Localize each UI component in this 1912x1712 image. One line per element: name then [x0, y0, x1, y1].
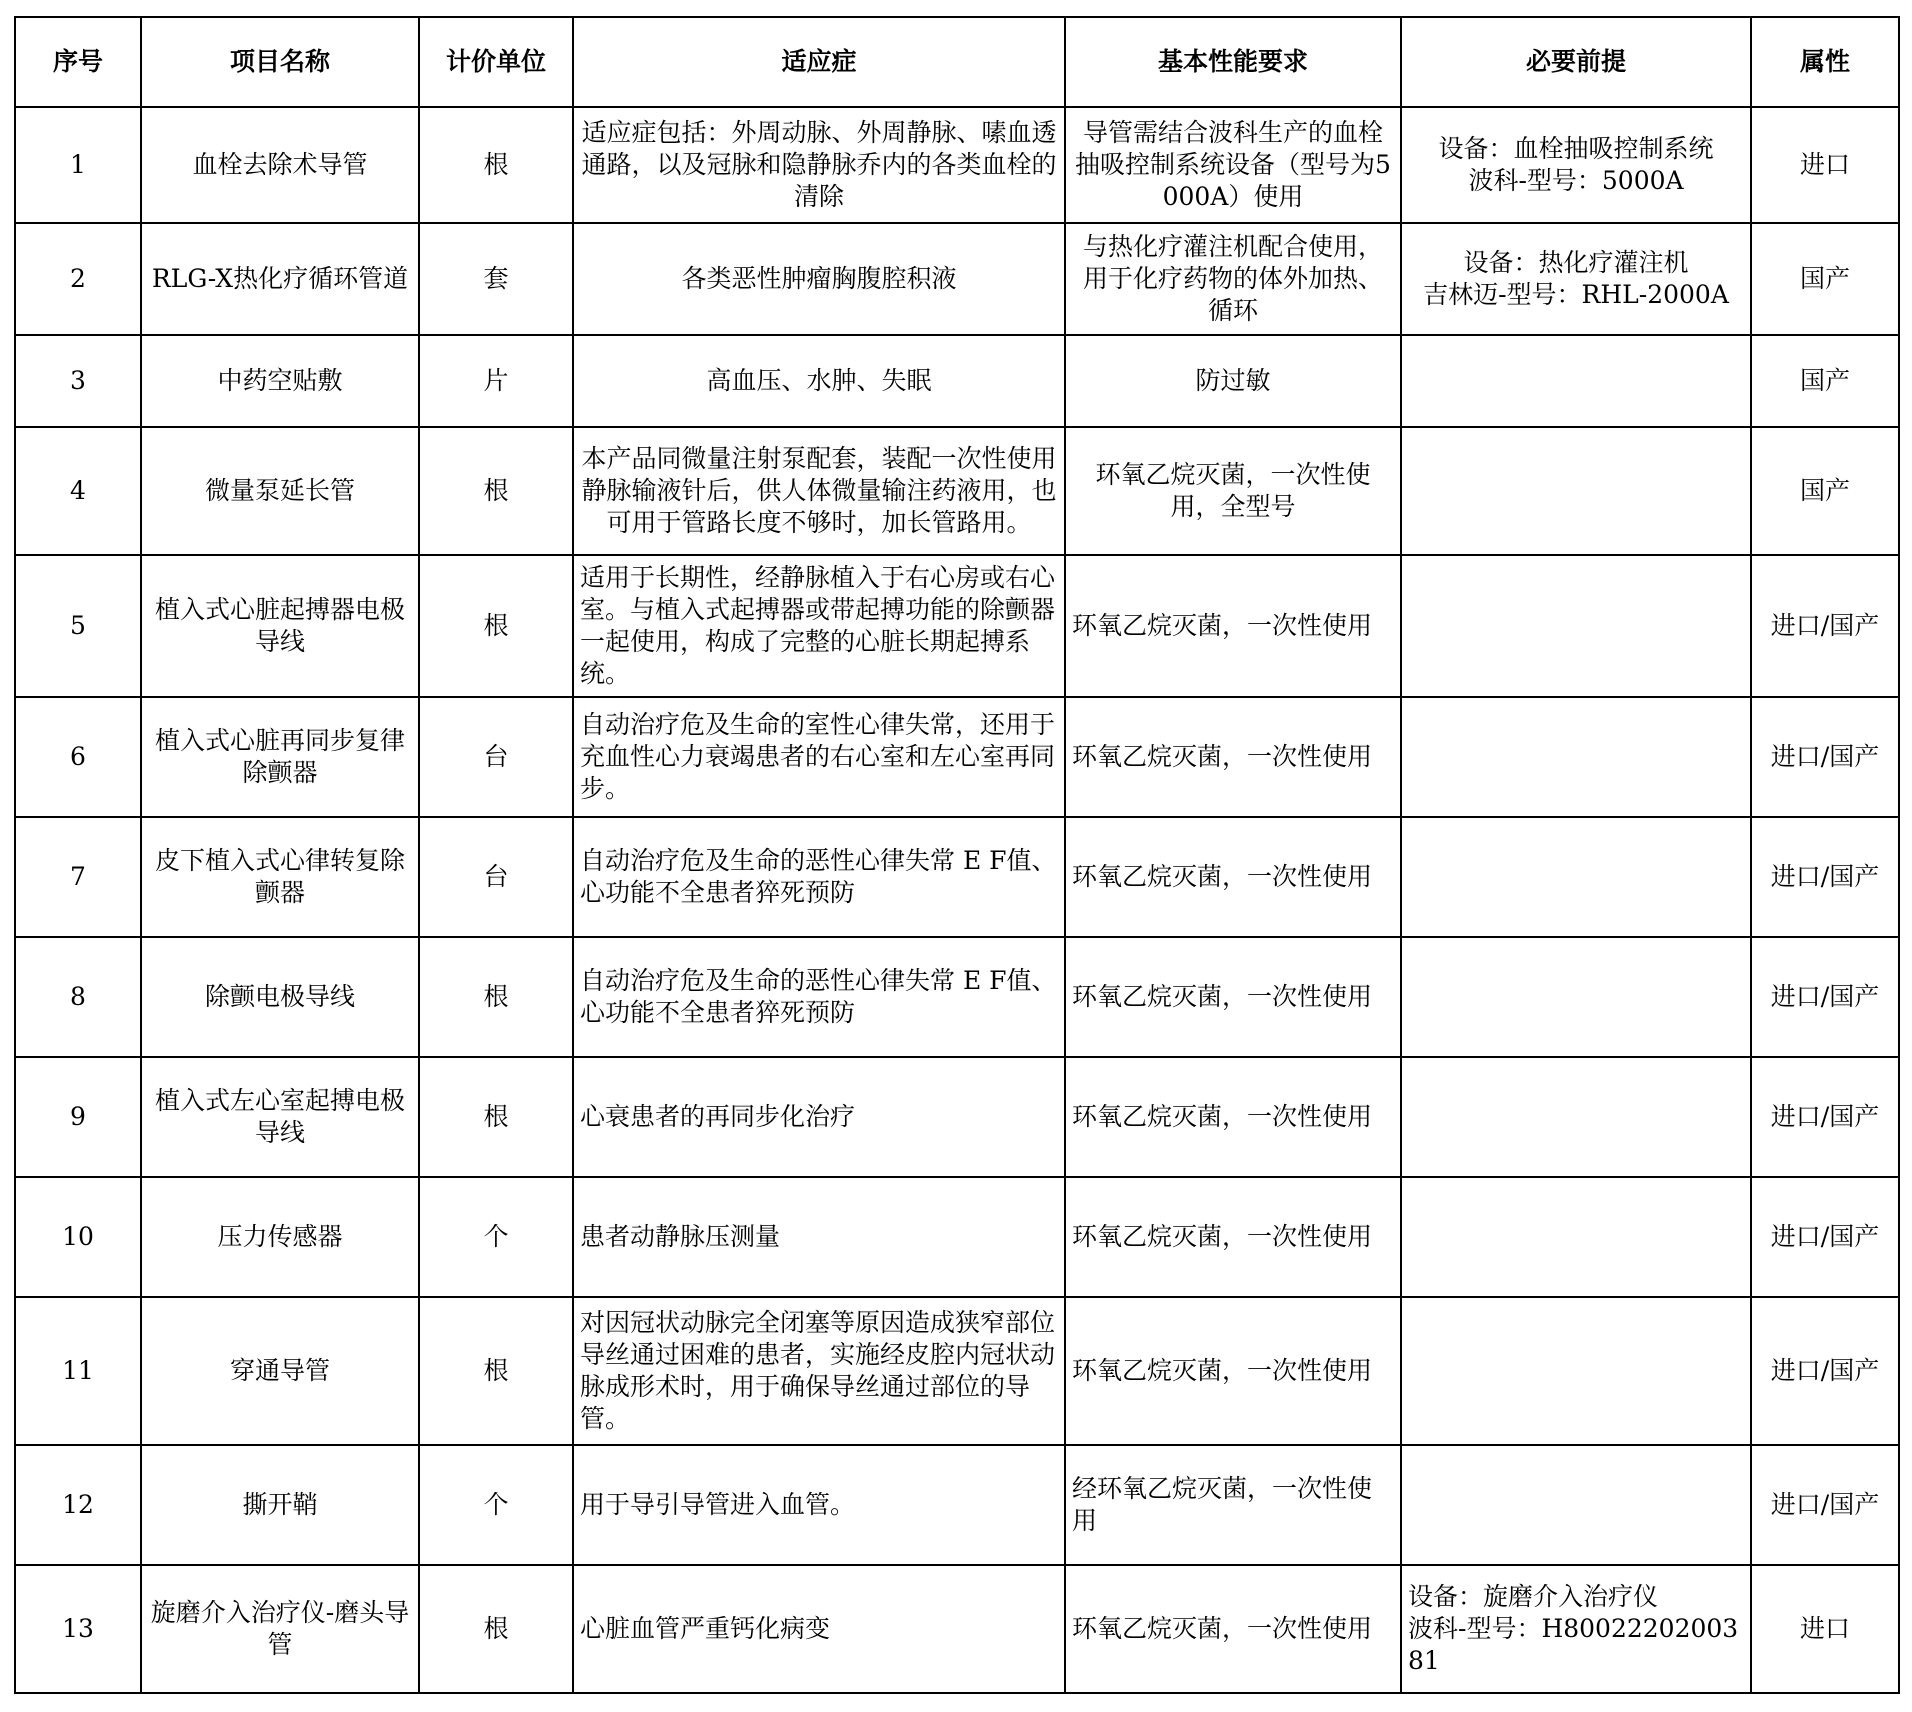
cell-unit-text: 根: [483, 611, 509, 640]
cell-prerequisite: [1401, 223, 1751, 335]
cell-name-text: 植入式左心室起搏电极导线: [154, 1086, 405, 1147]
header-no: 序号: [15, 17, 141, 107]
cell-indication: [573, 1297, 1065, 1445]
table-row: [15, 937, 1899, 1057]
cell-performance-text: 环氧乙烷灭菌，一次性使用: [1072, 611, 1373, 640]
cell-name: [141, 107, 419, 223]
cell-attribute: [1751, 1445, 1899, 1565]
cell-unit: [419, 1445, 573, 1565]
cell-no: [15, 223, 141, 335]
cell-unit-text: 根: [483, 1102, 509, 1131]
cell-no-text: 11: [62, 1356, 94, 1385]
header-indication: 适应症: [573, 17, 1065, 107]
cell-no: [15, 427, 141, 555]
cell-indication-text: 心脏血管严重钙化病变: [580, 1614, 831, 1643]
cell-performance-text: 环氧乙烷灭菌，一次性使用: [1072, 862, 1373, 891]
cell-attribute-text: 进口/国产: [1770, 862, 1880, 891]
cell-performance: [1065, 937, 1401, 1057]
cell-indication-text: 适应症包括：外周动脉、外周静脉、嗉血透通路，以及冠脉和隐静脉乔内的各类血栓的清除: [581, 118, 1057, 211]
cell-no: [15, 1057, 141, 1177]
table-row: [15, 1177, 1899, 1297]
cell-prerequisite: [1401, 1297, 1751, 1445]
cell-unit: [419, 1297, 573, 1445]
cell-no: [15, 937, 141, 1057]
cell-indication: [573, 427, 1065, 555]
cell-name-text: 皮下植入式心律转复除颤器: [154, 846, 405, 907]
cell-performance: [1065, 555, 1401, 697]
cell-attribute: [1751, 1057, 1899, 1177]
cell-indication: [573, 1565, 1065, 1693]
header-prerequisite: 必要前提: [1401, 17, 1751, 107]
cell-unit: [419, 555, 573, 697]
cell-name-text: 血栓去除术导管: [192, 150, 368, 179]
cell-unit: [419, 335, 573, 427]
cell-prerequisite: [1401, 427, 1751, 555]
cell-indication: [573, 223, 1065, 335]
cell-performance: [1065, 1177, 1401, 1297]
cell-attribute: [1751, 427, 1899, 555]
cell-attribute: [1751, 1565, 1899, 1693]
product-table: [14, 16, 1900, 1694]
cell-attribute-text: 进口/国产: [1770, 1222, 1880, 1251]
cell-prerequisite-text: 设备：旋磨介入治疗仪 波科-型号：H8002220200381: [1408, 1582, 1739, 1675]
header-row: [15, 17, 1899, 107]
cell-indication: [573, 107, 1065, 223]
cell-unit: [419, 1177, 573, 1297]
cell-no-text: 12: [62, 1490, 94, 1519]
cell-name: [141, 697, 419, 817]
cell-name-text: 植入式心脏起搏器电极导线: [154, 595, 405, 656]
cell-attribute-text: 国产: [1799, 366, 1850, 395]
cell-unit-text: 台: [483, 862, 509, 891]
cell-indication-text: 各类恶性肿瘤胸腹腔积液: [681, 264, 957, 293]
cell-no: [15, 335, 141, 427]
cell-attribute: [1751, 335, 1899, 427]
cell-name: [141, 1057, 419, 1177]
cell-unit: [419, 817, 573, 937]
cell-no: [15, 1445, 141, 1565]
cell-name: [141, 817, 419, 937]
table-row: [15, 817, 1899, 937]
cell-attribute: [1751, 937, 1899, 1057]
cell-no: [15, 1297, 141, 1445]
cell-indication: [573, 555, 1065, 697]
cell-unit-text: 台: [483, 742, 509, 771]
cell-attribute-text: 进口/国产: [1770, 1490, 1880, 1519]
cell-no-text: 4: [70, 476, 86, 505]
cell-performance: [1065, 107, 1401, 223]
cell-no-text: 5: [70, 611, 86, 640]
cell-prerequisite-text: 设备：血栓抽吸控制系统 波科-型号：5000A: [1438, 134, 1714, 195]
cell-performance-text: 导管需结合波科生产的血栓抽吸控制系统设备（型号为5000A）使用: [1075, 118, 1391, 211]
cell-performance: [1065, 1297, 1401, 1445]
cell-attribute-text: 国产: [1799, 264, 1850, 293]
table-row: [15, 223, 1899, 335]
cell-indication: [573, 937, 1065, 1057]
cell-no: [15, 697, 141, 817]
table-row: [15, 1565, 1899, 1693]
cell-indication-text: 患者动静脉压测量: [580, 1222, 781, 1251]
cell-prerequisite: [1401, 697, 1751, 817]
table-container: [14, 16, 1900, 1694]
cell-indication: [573, 335, 1065, 427]
cell-performance: [1065, 223, 1401, 335]
cell-unit: [419, 937, 573, 1057]
cell-no-text: 10: [62, 1222, 94, 1251]
header-unit: 计价单位: [419, 17, 573, 107]
table-row: [15, 1445, 1899, 1565]
cell-indication: [573, 697, 1065, 817]
table-row: [15, 1297, 1899, 1445]
cell-prerequisite: [1401, 555, 1751, 697]
cell-no-text: 1: [70, 150, 86, 179]
cell-performance: [1065, 1565, 1401, 1693]
cell-performance-text: 经环氧乙烷灭菌，一次性使用: [1072, 1474, 1373, 1535]
cell-attribute-text: 进口/国产: [1770, 982, 1880, 1011]
cell-indication-text: 适用于长期性，经静脉植入于右心房或右心室。与植入式起搏器或带起搏功能的除颤器一起使用，构成了完整的心脏长期起搏系统。: [580, 563, 1056, 688]
cell-name: [141, 555, 419, 697]
cell-indication-text: 自动治疗危及生命的室性心律失常，还用于充血性心力衰竭患者的右心室和左心室再同步。: [580, 710, 1056, 803]
cell-attribute: [1751, 1177, 1899, 1297]
cell-prerequisite: [1401, 1565, 1751, 1693]
cell-performance-text: 环氧乙烷灭菌，一次性使用: [1072, 742, 1373, 771]
cell-prerequisite: [1401, 107, 1751, 223]
cell-no-text: 13: [62, 1614, 94, 1643]
cell-performance: [1065, 1057, 1401, 1177]
cell-performance-text: 环氧乙烷灭菌，一次性使用，全型号: [1095, 460, 1371, 521]
cell-performance-text: 防过敏: [1195, 366, 1271, 395]
cell-indication-text: 用于导引导管进入血管。: [580, 1490, 856, 1519]
cell-unit-text: 根: [483, 1356, 509, 1385]
cell-name-text: RLG-X热化疗循环管道: [151, 264, 409, 293]
cell-unit-text: 根: [483, 982, 509, 1011]
cell-name-text: 旋磨介入治疗仪-磨头导管: [150, 1598, 410, 1659]
cell-indication: [573, 1445, 1065, 1565]
cell-indication-text: 自动治疗危及生命的恶性心律失常 E F值、心功能不全患者猝死预防: [580, 846, 1057, 907]
cell-attribute: [1751, 555, 1899, 697]
cell-prerequisite: [1401, 1057, 1751, 1177]
cell-attribute-text: 进口: [1799, 150, 1850, 179]
cell-no: [15, 555, 141, 697]
cell-attribute: [1751, 107, 1899, 223]
cell-attribute-text: 进口/国产: [1770, 611, 1880, 640]
cell-unit: [419, 1565, 573, 1693]
header-name: 项目名称: [141, 17, 419, 107]
cell-name: [141, 1177, 419, 1297]
cell-attribute-text: 进口: [1799, 1614, 1850, 1643]
cell-unit: [419, 697, 573, 817]
table-row: [15, 427, 1899, 555]
cell-name: [141, 223, 419, 335]
cell-name-text: 除颤电极导线: [204, 982, 355, 1011]
table-row: [15, 555, 1899, 697]
table-row: [15, 107, 1899, 223]
header-attribute: 属性: [1751, 17, 1899, 107]
cell-no-text: 8: [70, 982, 86, 1011]
cell-name: [141, 1565, 419, 1693]
header-performance: 基本性能要求: [1065, 17, 1401, 107]
cell-no-text: 3: [70, 366, 86, 395]
cell-name-text: 中药空贴敷: [217, 366, 343, 395]
cell-prerequisite-text: 设备：热化疗灌注机 吉林迈-型号：RHL-2000A: [1423, 248, 1729, 309]
cell-attribute-text: 进口/国产: [1770, 742, 1880, 771]
cell-no: [15, 1565, 141, 1693]
table-row: [15, 1057, 1899, 1177]
cell-no-text: 9: [70, 1102, 86, 1131]
cell-unit: [419, 223, 573, 335]
cell-performance-text: 环氧乙烷灭菌，一次性使用: [1072, 1614, 1373, 1643]
cell-name: [141, 427, 419, 555]
cell-unit-text: 个: [483, 1490, 509, 1519]
cell-name-text: 植入式心脏再同步复律除颤器: [154, 726, 405, 787]
cell-unit-text: 套: [483, 264, 509, 293]
cell-unit-text: 个: [483, 1222, 509, 1251]
cell-no-text: 2: [70, 264, 86, 293]
cell-performance: [1065, 697, 1401, 817]
cell-attribute: [1751, 697, 1899, 817]
cell-attribute-text: 国产: [1799, 476, 1850, 505]
cell-no: [15, 817, 141, 937]
cell-attribute-text: 进口/国产: [1770, 1356, 1880, 1385]
cell-indication-text: 高血压、水肿、失眠: [706, 366, 932, 395]
cell-no: [15, 1177, 141, 1297]
cell-unit: [419, 427, 573, 555]
cell-indication-text: 对因冠状动脉完全闭塞等原因造成狭窄部位导丝通过困难的患者，实施经皮腔内冠状动脉成形术时，用于确保导丝通过部位的导管。: [580, 1308, 1056, 1433]
cell-performance: [1065, 427, 1401, 555]
cell-indication-text: 本产品同微量注射泵配套，装配一次性使用静脉输液针后，供人体微量输注药液用，也可用于管路长度不够时，加长管路用。: [581, 444, 1057, 537]
cell-name-text: 压力传感器: [217, 1222, 343, 1251]
cell-unit: [419, 107, 573, 223]
cell-name-text: 撕开鞘: [242, 1490, 318, 1519]
cell-indication: [573, 817, 1065, 937]
cell-performance-text: 环氧乙烷灭菌，一次性使用: [1072, 1356, 1373, 1385]
cell-unit: [419, 1057, 573, 1177]
cell-attribute: [1751, 817, 1899, 937]
cell-performance: [1065, 335, 1401, 427]
cell-prerequisite: [1401, 817, 1751, 937]
cell-indication-text: 心衰患者的再同步化治疗: [580, 1102, 856, 1131]
cell-unit-text: 根: [483, 476, 509, 505]
cell-performance-text: 与热化疗灌注机配合使用，用于化疗药物的体外加热、循环: [1082, 232, 1383, 325]
cell-no-text: 7: [70, 862, 86, 891]
cell-performance: [1065, 817, 1401, 937]
table-row: [15, 697, 1899, 817]
cell-attribute: [1751, 1297, 1899, 1445]
cell-indication: [573, 1057, 1065, 1177]
table-row: [15, 335, 1899, 427]
cell-prerequisite: [1401, 1445, 1751, 1565]
cell-indication: [573, 1177, 1065, 1297]
cell-prerequisite: [1401, 937, 1751, 1057]
cell-name: [141, 1445, 419, 1565]
cell-name: [141, 335, 419, 427]
cell-no-text: 6: [70, 742, 86, 771]
cell-performance-text: 环氧乙烷灭菌，一次性使用: [1072, 1222, 1373, 1251]
cell-unit-text: 根: [483, 150, 509, 179]
cell-name: [141, 937, 419, 1057]
cell-attribute: [1751, 223, 1899, 335]
cell-prerequisite: [1401, 1177, 1751, 1297]
cell-indication-text: 自动治疗危及生命的恶性心律失常 E F值、心功能不全患者猝死预防: [580, 966, 1057, 1027]
cell-name-text: 穿通导管: [229, 1356, 330, 1385]
cell-name-text: 微量泵延长管: [204, 476, 355, 505]
cell-performance: [1065, 1445, 1401, 1565]
cell-prerequisite: [1401, 335, 1751, 427]
cell-no: [15, 107, 141, 223]
cell-performance-text: 环氧乙烷灭菌，一次性使用: [1072, 1102, 1373, 1131]
cell-performance-text: 环氧乙烷灭菌，一次性使用: [1072, 982, 1373, 1011]
cell-name: [141, 1297, 419, 1445]
cell-unit-text: 片: [483, 366, 509, 395]
cell-unit-text: 根: [483, 1614, 509, 1643]
cell-attribute-text: 进口/国产: [1770, 1102, 1880, 1131]
